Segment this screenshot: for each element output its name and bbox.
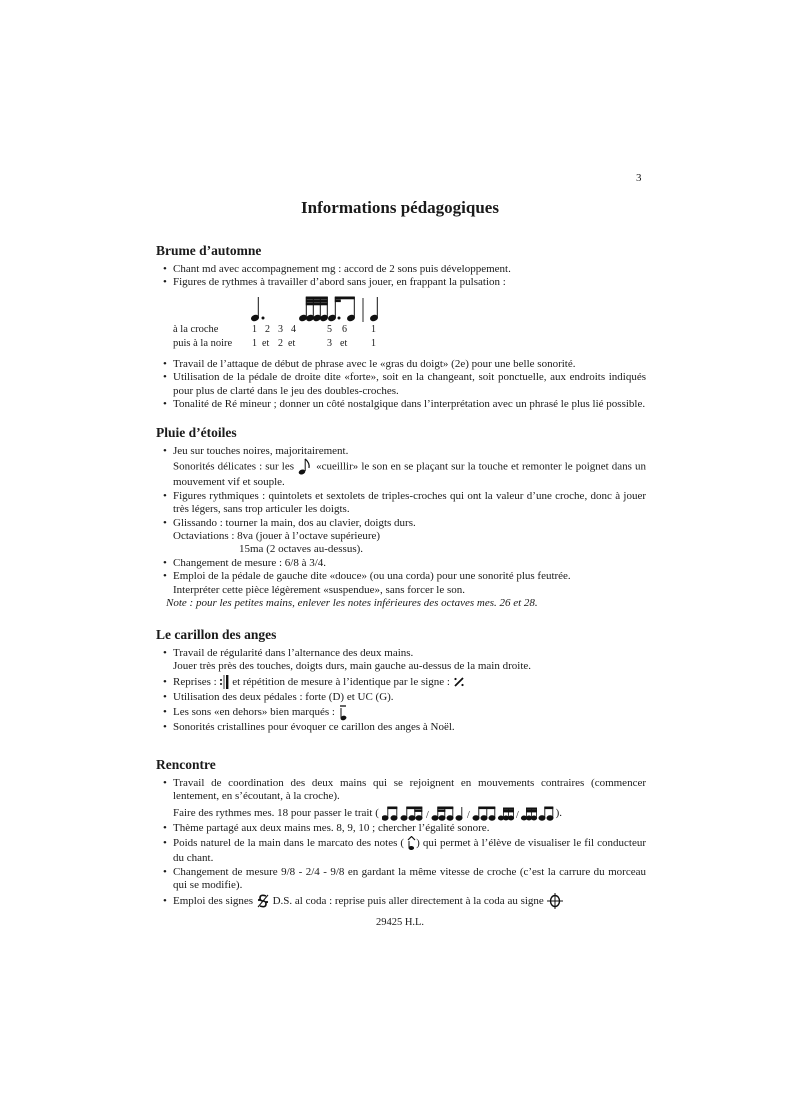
footer-reference: 29425 H.L. — [375, 917, 425, 928]
page-title: Informations pédagogiques — [301, 198, 499, 217]
repeat-sign-icon — [219, 674, 229, 690]
section-heading: Rencontre — [156, 757, 216, 772]
beat-count: 6 — [342, 323, 347, 335]
section-rencontre — [156, 757, 646, 910]
list-item: • Changement de mesure 9/8 - 2/4 - 9/8 en gardant la même vitesse de croche (c’est la carrure du morceau qui se modifie). — [156, 866, 646, 893]
text: «cueillir» le son en se plaçant sur la touche et remonter le poignet dans un mouvement vif et souple. — [173, 460, 647, 489]
section-heading: Brume d’automne — [156, 243, 262, 258]
text: Emploi des signes — [173, 894, 254, 907]
list-item: • Travail de l’attaque de début de phrase avec le «gras du doigt» (2e) pour une belle sonorité. — [156, 358, 646, 371]
eighth-note-icon — [297, 458, 313, 476]
text: ) qui permet à l’élève de visualiser le fil conducteur du chant. — [173, 836, 646, 864]
beat-count: 1 — [371, 323, 376, 335]
beat-count: 1 — [252, 323, 257, 335]
list-item — [156, 893, 646, 910]
list-item-continuation: Interpréter cette pièce légèrement «suspendue», sans forcer le son. — [173, 583, 465, 596]
list-item-continuation — [156, 458, 646, 489]
text: Reprises : — [173, 675, 217, 688]
marcato-note-icon — [407, 836, 416, 850]
list-item — [156, 674, 646, 691]
list-item: • Tonalité de Ré mineur ; donner un côté nostalgique dans l’interprétation avec un phrasé le plus lié possible. — [156, 398, 646, 411]
list-item-continuation: Jouer très près des touches, doigts durs, main gauche au-dessus de la main droite. — [173, 660, 532, 673]
beat-count: 1 — [371, 337, 376, 349]
list-item: • Figures de rythmes à travailler d’abord sans jouer, en frappant la pulsation : — [156, 276, 646, 289]
list-item-continuation — [156, 804, 646, 822]
bullet-list — [156, 647, 646, 735]
list-item-continuation: Octaviations : 8va (jouer à l’octave supérieure) — [173, 530, 381, 543]
list-item: • Utilisation des deux pédales : forte (D) et UC (G). — [156, 691, 646, 704]
text: Faire des rythmes mes. 18 pour passer le trait ( — [173, 806, 379, 819]
section-pluie — [156, 425, 646, 610]
list-item: • Travail de régularité dans l’alternance des deux mains. — [156, 647, 646, 660]
list-item — [156, 836, 646, 866]
beat-count: et — [340, 337, 348, 349]
rhythm-figures-icon — [382, 804, 556, 822]
bullet-list — [156, 263, 646, 290]
rhythm-figure — [173, 294, 646, 354]
beat-count: 1 — [252, 337, 257, 349]
svg-text:/: / — [425, 810, 429, 822]
list-item: • Jeu sur touches noires, majoritairement. — [156, 445, 646, 458]
text: ). — [555, 806, 563, 819]
list-item — [156, 704, 646, 721]
section-brume — [156, 243, 646, 411]
text: D.S. al coda : reprise puis aller directement à la coda au signe — [272, 894, 544, 907]
beat-count: 5 — [327, 323, 332, 335]
svg-text:/: / — [466, 810, 470, 822]
row-label: à la croche — [173, 323, 219, 335]
list-item: • Thème partagé aux deux mains mes. 8, 9, 10 ; chercher l’égalité sonore. — [156, 822, 646, 835]
list-item: • Emploi de la pédale de gauche dite «douce» (ou una corda) pour une sonorité plus feutrée. — [156, 570, 646, 583]
bullet-list — [156, 358, 646, 412]
list-item: • Changement de mesure : 6/8 à 3/4. — [156, 557, 646, 570]
accent-note-icon — [338, 705, 348, 721]
beat-count: 3 — [327, 337, 332, 349]
beat-count: et — [288, 337, 296, 349]
page-number: 3 — [636, 172, 642, 184]
beat-count: 2 — [265, 323, 270, 335]
row-label: puis à la noire — [173, 337, 233, 349]
segno-icon — [256, 893, 270, 909]
list-item: • Utilisation de la pédale de droite dite «forte», soit en la changeant, soit ponctuelle, aux endroits indiqués pour plus de clarté dans le jeu des doubles-croches. — [156, 371, 646, 398]
section-heading: Le carillon des anges — [156, 627, 277, 642]
note: Note : pour les petites mains, enlever les notes inférieures des octaves mes. 26 et 28. — [166, 597, 538, 610]
text: et répétition de mesure à l’identique par le signe : — [232, 675, 450, 688]
list-item-continuation: 15ma (2 octaves au-dessus). — [239, 543, 364, 556]
bullet-list — [156, 445, 646, 610]
beat-count: 4 — [291, 323, 296, 335]
beat-count: et — [262, 337, 270, 349]
beat-count: 3 — [278, 323, 283, 335]
beat-count: 2 — [278, 337, 283, 349]
list-item: • Travail de coordination des deux mains qui se rejoignent en mouvements contraires (commencer lentement, en s’écoutant, à la croche). — [156, 777, 646, 804]
text: Sonorités délicates : sur les — [173, 460, 294, 473]
list-item: • Figures rythmiques : quintolets et sextolets de triples-croches qui ont la valeur d’une croche, donc à jouer très légers, sans trop articuler les doigts. — [156, 490, 646, 517]
measure-repeat-icon — [453, 676, 465, 688]
list-item: • Sonorités cristallines pour évoquer ce carillon des anges à Noël. — [156, 721, 646, 734]
coda-icon — [547, 893, 563, 909]
bullet-list — [156, 777, 646, 910]
list-item: • Chant md avec accompagnement mg : accord de 2 sons puis développement. — [156, 263, 646, 276]
rhythm-notation — [241, 294, 401, 324]
text: Les sons «en dehors» bien marqués : — [173, 706, 335, 719]
svg-text:/: / — [515, 810, 519, 822]
list-item: • Glissando : tourner la main, dos au clavier, doigts durs. — [156, 517, 646, 530]
section-carillon — [156, 627, 646, 735]
text: Poids naturel de la main dans le marcato des notes ( — [173, 836, 405, 849]
section-heading: Pluie d’étoiles — [156, 425, 237, 440]
